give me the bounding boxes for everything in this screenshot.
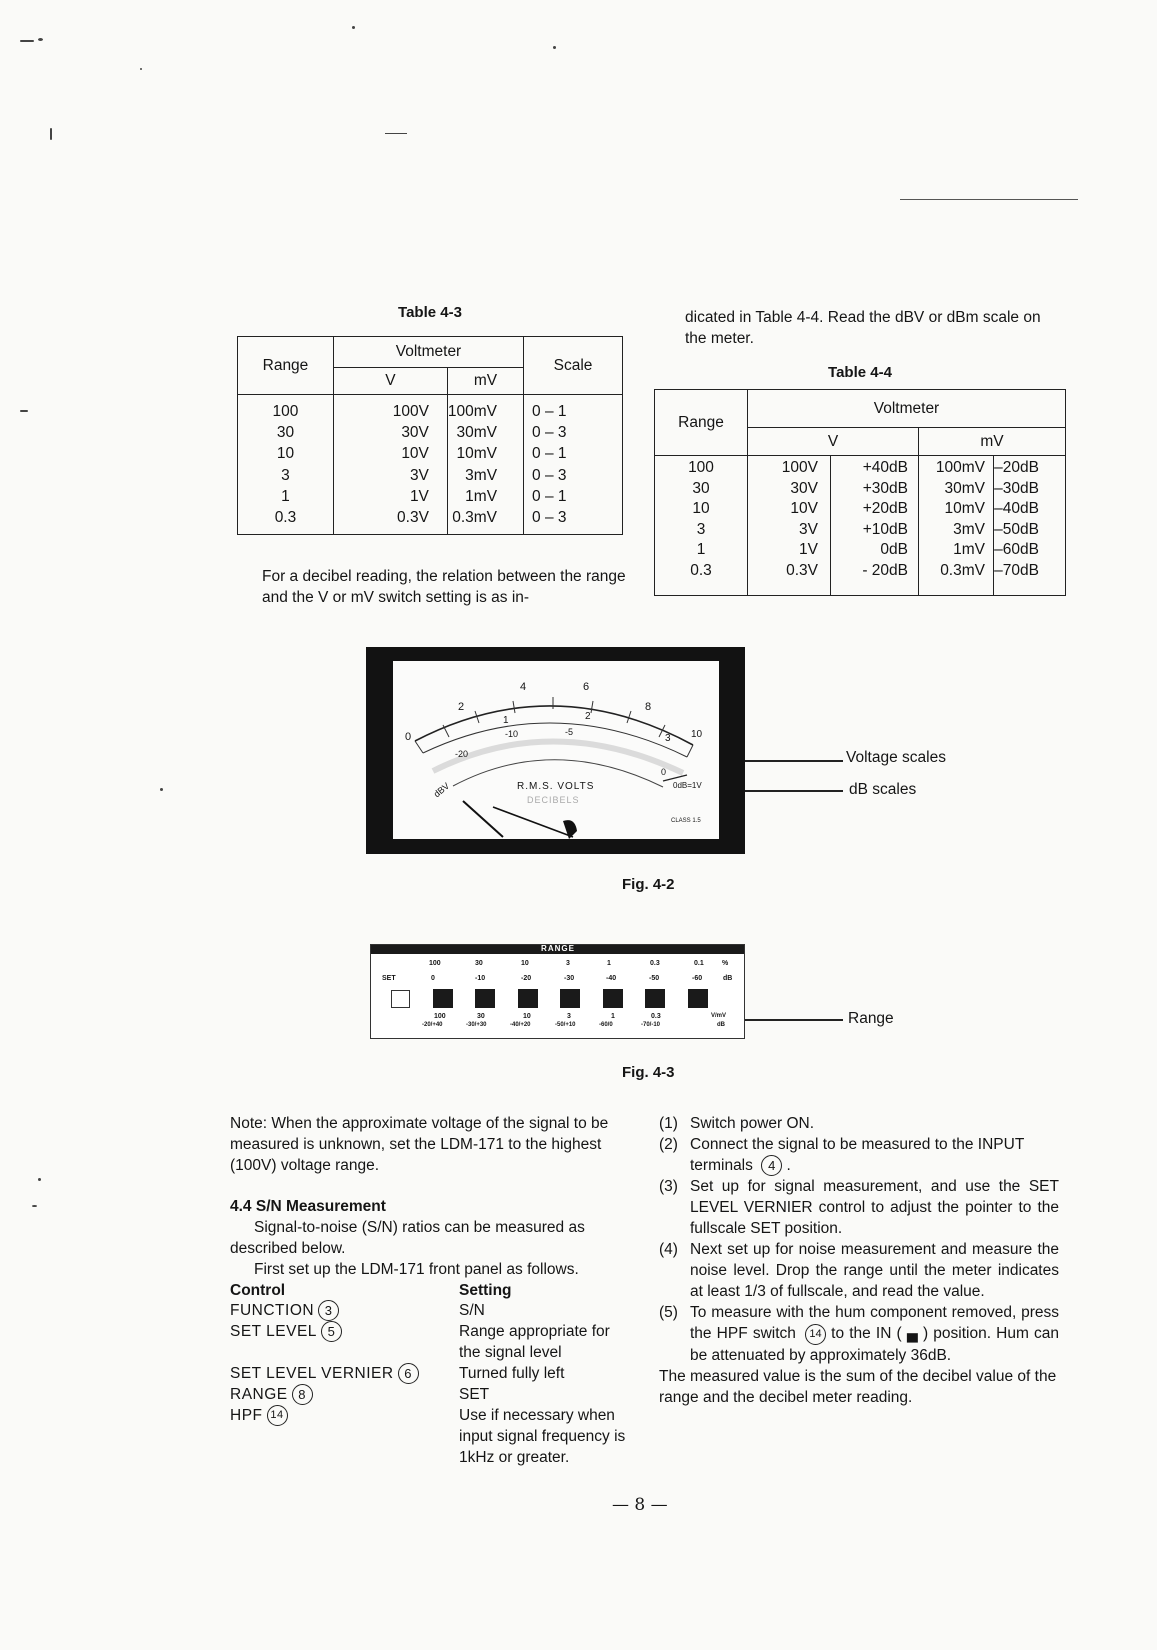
table-cell: 1V <box>409 487 429 505</box>
range-leader-line <box>745 1019 843 1021</box>
table-cell: 0 – 1 <box>532 403 567 420</box>
setting-range: SET <box>459 1386 490 1403</box>
table-cell: 3V <box>409 466 429 484</box>
step-text: Set up for signal measurement, and use the SET LEVEL VERNIER control to adjust the pointer to the fullscale SET position. <box>690 1178 1059 1238</box>
table-body <box>238 395 623 535</box>
step-3 <box>659 1176 1059 1239</box>
range-button-0-1[interactable] <box>688 989 708 1008</box>
db-val: dB <box>723 975 733 982</box>
table-cell: 0.3V <box>397 509 429 527</box>
control-range <box>230 1384 313 1405</box>
control-label: SET LEVEL VERNIER <box>230 1365 394 1382</box>
fig-4-3-caption: Fig. 4-3 <box>622 1064 675 1081</box>
control-label: HPF <box>230 1407 263 1424</box>
control-set-level <box>230 1321 342 1342</box>
ref-number: 5 <box>321 1321 342 1342</box>
meter-face <box>393 661 719 839</box>
section-title: 4.4 S/N Measurement <box>230 1198 386 1215</box>
db-val: -60 <box>692 975 703 982</box>
th-range: Range <box>655 390 748 456</box>
control-header: Control <box>230 1282 286 1299</box>
db-val: -50 <box>649 975 660 982</box>
range-button-1[interactable] <box>603 989 623 1008</box>
range-button-10[interactable] <box>518 989 538 1008</box>
step-5 <box>659 1302 1059 1365</box>
th-v: V <box>333 368 447 395</box>
ref-number: 14 <box>805 1324 826 1345</box>
bottom-db: -50/+10 <box>555 1022 576 1028</box>
bottom-val: 100 <box>434 1013 446 1020</box>
table-cell: 0dB <box>880 541 908 559</box>
table-4-4 <box>654 389 1066 596</box>
db-leader-line <box>745 790 843 792</box>
control-function <box>230 1300 339 1321</box>
top-val: 0.3 <box>650 960 660 967</box>
table-cell: 0.3 <box>274 509 297 527</box>
step-4 <box>659 1239 1059 1302</box>
ref-number: 8 <box>292 1384 313 1405</box>
ref-number: 3 <box>318 1300 339 1321</box>
step-text: Switch power ON. <box>690 1115 815 1132</box>
meter-needle <box>493 807 573 837</box>
section-p1: Signal-to-noise (S/N) ratios can be measured as described below. <box>230 1219 585 1257</box>
setting-header: Setting <box>459 1282 512 1299</box>
table-cell: 10 <box>276 445 295 463</box>
section-p2: First set up the LDM-171 front panel as follows. <box>254 1261 579 1278</box>
step-text: To measure with the hum component removed, press the HPF switch <box>690 1304 1059 1343</box>
th-v: V <box>748 428 919 456</box>
bottom-db: -70/-10 <box>641 1022 661 1028</box>
meter-photo <box>366 647 745 854</box>
scale-label-8: 8 <box>645 701 652 713</box>
face-subtitle: DECIBELS <box>527 795 580 805</box>
table-body <box>655 456 1066 596</box>
control-label: SET LEVEL <box>230 1323 317 1340</box>
table-cell: 0 – 1 <box>532 487 567 505</box>
table-cell: –40dB <box>994 500 1039 518</box>
setting-hpf: Use if necessary when input signal frequency is 1kHz or greater. <box>459 1407 626 1466</box>
step-number: (2) <box>659 1136 678 1153</box>
th-voltmeter: Voltmeter <box>333 337 523 368</box>
meter-scale-drawing <box>393 661 719 839</box>
table-cell: –50dB <box>994 520 1039 538</box>
top-val: 1 <box>607 960 611 967</box>
table-cell: 100mV <box>447 403 498 420</box>
table-cell: 0.3V <box>786 561 818 579</box>
db-label-10: -10 <box>505 729 519 739</box>
table-cell: 30 <box>276 424 295 442</box>
table-cell: 100V <box>392 403 429 420</box>
db-label-5: -5 <box>565 727 574 737</box>
face-ref: 0dB=1V <box>673 781 702 790</box>
page-number: — 8 — <box>612 1495 668 1515</box>
mid-label-1: 1 <box>503 715 509 726</box>
step-2 <box>659 1134 1059 1176</box>
table-cell: –60dB <box>994 541 1039 559</box>
mid-label-2: 2 <box>585 711 591 722</box>
table-cell: 30mV <box>456 424 498 442</box>
table-cell: 100mV <box>935 459 985 476</box>
ref-number: 4 <box>761 1155 782 1176</box>
top-val: 0.1 <box>694 960 704 967</box>
range-title: RANGE <box>541 944 575 953</box>
table-cell: 100 <box>272 403 299 420</box>
table-cell: 10V <box>790 500 818 518</box>
th-voltmeter: Voltmeter <box>748 390 1066 428</box>
table-cell: 10mV <box>944 500 985 518</box>
table-cell: 30V <box>790 479 818 497</box>
scale-label-0: 0 <box>405 731 412 743</box>
table-cell: –30dB <box>994 479 1039 497</box>
step-number: (3) <box>659 1178 678 1196</box>
scale-label-6: 6 <box>583 681 590 693</box>
table-cell: 100V <box>781 459 818 476</box>
table-cell: +20dB <box>862 500 908 518</box>
th-mv: mV <box>447 368 523 395</box>
db-val: -20 <box>521 975 532 982</box>
top-val: 30 <box>475 960 483 967</box>
range-label: Range <box>848 1010 894 1027</box>
table-cell: 3 <box>281 466 290 484</box>
step-tail: to the IN ( ▄ ) position. Hum can be attenuated by approximately 36dB. <box>690 1325 1059 1364</box>
table-cell: 1 <box>281 487 290 505</box>
ref-number: 14 <box>267 1405 288 1426</box>
table-cell: 0.3mV <box>940 561 985 579</box>
top-val: 3 <box>566 960 570 967</box>
th-scale: Scale <box>524 337 623 395</box>
db-scales-label: dB scales <box>849 781 917 798</box>
steps-list <box>659 1113 1059 1408</box>
db-label-0: 0 <box>661 767 667 777</box>
range-button-3[interactable] <box>560 989 580 1008</box>
top-val: % <box>722 960 729 967</box>
step-number: (1) <box>659 1115 678 1132</box>
bottom-db: -20/+40 <box>422 1022 443 1028</box>
bottom-val: 30 <box>477 1013 485 1020</box>
table-cell: +30dB <box>862 479 908 497</box>
table-cell: 1 <box>696 541 706 559</box>
table-cell: +10dB <box>862 520 908 538</box>
table-4-3-caption: Table 4-3 <box>398 304 462 321</box>
set-label: SET <box>382 975 396 982</box>
bottom-val: V/mV <box>711 1013 727 1019</box>
table-cell: 3mV <box>953 520 985 538</box>
table-cell: 0.3 <box>690 561 712 579</box>
control-hpf <box>230 1405 288 1426</box>
mid-label-3: 3 <box>665 733 671 744</box>
table-cell: 100 <box>688 459 714 476</box>
scale-label-10: 10 <box>691 729 703 740</box>
decibel-intro: For a decibel reading, the relation between the range and the V or mV switch setting is as in- <box>262 568 626 606</box>
needle-pivot <box>563 820 577 839</box>
range-button-100[interactable] <box>433 989 453 1008</box>
note-paragraph: Note: When the approximate voltage of the signal to be measured is unknown, set the LDM-171 to the highest (100V) voltage range. <box>230 1115 609 1174</box>
closing-paragraph: The measured value is the sum of the decibel value of the range and the decibel meter reading. <box>659 1367 1057 1406</box>
db-val: -40 <box>606 975 617 982</box>
bottom-db: -40/+20 <box>510 1022 531 1028</box>
db-val: -10 <box>475 975 486 982</box>
table-cell: 0 – 3 <box>532 509 567 527</box>
bottom-db: -30/+30 <box>466 1022 487 1028</box>
bottom-db: dB <box>717 1022 725 1028</box>
table-cell: 0 – 3 <box>532 424 567 442</box>
table-cell: –20dB <box>994 459 1039 476</box>
control-vernier <box>230 1363 419 1384</box>
table-cell: 1mV <box>465 487 498 505</box>
step-number: (4) <box>659 1241 678 1259</box>
table-cell: 10mV <box>456 445 498 463</box>
table-cell: –70dB <box>994 561 1039 579</box>
table-cell: 3V <box>799 520 818 538</box>
table-cell: 30V <box>401 424 429 442</box>
table-cell: 0 – 3 <box>532 466 567 484</box>
top-val: 10 <box>521 960 529 967</box>
th-range: Range <box>238 337 334 395</box>
bottom-val: 1 <box>611 1013 615 1020</box>
range-button-0-3[interactable] <box>645 989 665 1008</box>
table-cell: 1V <box>799 541 818 559</box>
step-text: Connect the signal to be measured to the INPUT terminals <box>690 1136 1025 1174</box>
table-cell: 0 – 1 <box>532 445 567 463</box>
table-cell: 3mV <box>465 466 498 484</box>
control-label: RANGE <box>230 1386 288 1403</box>
step-tail: . <box>786 1157 791 1174</box>
meter-pointer-base <box>463 801 503 837</box>
scale-label-4: 4 <box>520 681 527 693</box>
step-text: Next set up for noise measurement and measure the noise level. Drop the range until the meter indicates at least 1/3 of fullscale, and read the value. <box>690 1241 1059 1301</box>
db-val: -30 <box>564 975 575 982</box>
decibel-cont: dicated in Table 4-4. Read the dBV or dBm scale on the meter. <box>685 309 1041 347</box>
bottom-val: 0.3 <box>651 1013 661 1020</box>
table-cell: 30 <box>692 479 710 497</box>
table-cell: +40dB <box>862 459 908 476</box>
setting-vernier: Turned fully left <box>459 1365 565 1382</box>
voltage-leader-line <box>745 760 843 762</box>
setting-set-level: Range appropriate for the signal level <box>459 1323 610 1361</box>
table-4-3 <box>237 336 623 535</box>
bottom-db: -60/0 <box>599 1022 613 1028</box>
face-left-label: dBV <box>431 780 452 800</box>
step-number: (5) <box>659 1304 678 1322</box>
top-val: 100 <box>429 960 441 967</box>
bottom-val: 3 <box>567 1013 571 1020</box>
range-button-30[interactable] <box>475 989 495 1008</box>
face-class: CLASS 1.5 <box>671 818 701 824</box>
db-label-20: -20 <box>455 749 469 759</box>
table-cell: - 20dB <box>862 561 908 579</box>
table-cell: 3 <box>696 520 706 538</box>
control-label: FUNCTION <box>230 1302 315 1319</box>
scale-label-2: 2 <box>458 701 465 713</box>
table-4-4-caption: Table 4-4 <box>828 364 892 381</box>
voltage-scales-label: Voltage scales <box>846 749 946 766</box>
table-cell: 10 <box>692 500 710 518</box>
table-cell: 10V <box>401 445 429 463</box>
face-title: R.M.S. VOLTS <box>517 781 595 792</box>
table-cell: 1mV <box>953 541 985 559</box>
bottom-val: 10 <box>523 1013 531 1020</box>
db-val: 0 <box>431 975 435 982</box>
table-cell: 30mV <box>944 479 985 497</box>
step-1 <box>659 1113 1059 1134</box>
setting-function: S/N <box>459 1302 485 1319</box>
range-panel <box>370 944 745 1039</box>
set-button[interactable] <box>391 990 410 1008</box>
table-cell: 0.3mV <box>452 509 498 527</box>
mirror-band <box>433 741 683 773</box>
fig-4-2-caption: Fig. 4-2 <box>622 876 675 893</box>
ref-number: 6 <box>398 1363 419 1384</box>
th-mv: mV <box>919 428 1066 456</box>
